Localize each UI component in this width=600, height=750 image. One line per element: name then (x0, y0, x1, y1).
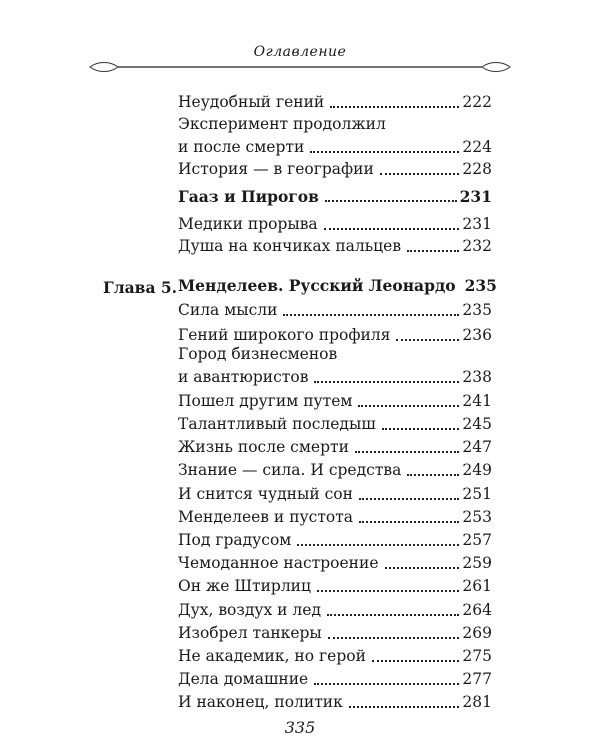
toc-entry-page: 264 (462, 601, 492, 619)
toc-entry-page: 231 (459, 187, 492, 206)
dot-leader (355, 451, 459, 453)
toc-entry-title: Медики прорыва (178, 215, 318, 233)
toc-entry[interactable] (178, 601, 492, 620)
dot-leader (382, 428, 460, 430)
toc-entry-title: Чемоданное настроение (178, 554, 379, 572)
toc-entry-page: 235 (464, 276, 497, 295)
dot-leader (359, 521, 459, 523)
toc-entry-title: Дух, воздух и лед (178, 601, 321, 619)
toc-entry-title: Жизнь после смерти (178, 438, 349, 456)
toc-entry-page: 257 (462, 531, 492, 549)
toc-entry-title: Гений широкого профиля (178, 326, 391, 344)
dot-leader (407, 250, 459, 252)
toc-entry[interactable] (178, 368, 492, 387)
toc-entry[interactable] (178, 647, 492, 666)
toc-entry-page: 231 (462, 215, 492, 233)
dot-leader (297, 544, 459, 546)
toc-entry-page: 251 (462, 485, 492, 503)
toc-entry[interactable] (178, 93, 492, 112)
toc-entry-page: 238 (462, 368, 492, 386)
toc-entry[interactable] (178, 508, 492, 527)
toc-entry[interactable] (178, 670, 492, 689)
dot-leader (396, 339, 459, 341)
toc-entry[interactable] (178, 461, 492, 480)
toc-entry-page: 228 (462, 160, 492, 178)
dot-leader (314, 683, 459, 685)
toc-entry-title: Неудобный гений (178, 93, 325, 111)
chapter-label: Глава 5. (103, 278, 178, 297)
toc-entry[interactable] (178, 160, 492, 179)
toc-entry-title-line: Город бизнесменов (178, 345, 338, 363)
toc-entry-page: 269 (462, 624, 492, 642)
dot-leader (317, 590, 459, 592)
toc-entry[interactable] (178, 138, 492, 157)
toc-entry[interactable] (178, 392, 492, 411)
dot-leader (385, 567, 460, 569)
toc-entry-page: 224 (462, 138, 492, 156)
toc-entry-page: 261 (462, 577, 492, 595)
toc-entry-title: История — в географии (178, 160, 374, 178)
toc-entry-page: 232 (462, 237, 492, 255)
toc-entry-title: и после смерти (178, 138, 305, 156)
toc-entry-page: 247 (462, 438, 492, 456)
running-header: Оглавление (253, 44, 347, 60)
dot-leader (358, 405, 459, 407)
toc-entry[interactable] (178, 531, 492, 550)
toc-entry-page: 222 (462, 93, 492, 111)
toc-entry-page: 277 (462, 670, 492, 688)
toc-entry-title: Гааз и Пирогов (178, 187, 319, 206)
toc-entry-title: Талантливый последыш (178, 415, 376, 433)
toc-entry-title: Душа на кончиках пальцев (178, 237, 402, 255)
toc-entry[interactable] (178, 415, 492, 434)
toc-entry-title: Он же Штирлиц (178, 577, 311, 595)
toc-entry-page: 235 (462, 301, 492, 319)
dot-leader (328, 637, 460, 639)
toc-entry[interactable] (178, 693, 492, 712)
toc-entry-title: И наконец, политик (178, 693, 343, 711)
dot-leader (324, 228, 460, 230)
toc-entry-page: 275 (462, 647, 492, 665)
toc-entry-title: Не академик, но герой (178, 647, 366, 665)
toc-entry-title-line: Эксперимент продолжил (178, 115, 386, 133)
toc-entry-title: Под градусом (178, 531, 292, 549)
toc-entry-page: 253 (462, 508, 492, 526)
dot-leader (327, 614, 459, 616)
header-ornament-rule (88, 60, 512, 74)
dot-leader (325, 200, 457, 202)
toc-entry[interactable] (178, 187, 492, 206)
page-number: 335 (284, 718, 316, 737)
dot-leader (349, 706, 460, 708)
dot-leader (330, 106, 459, 108)
toc-entry[interactable] (178, 301, 492, 320)
dot-leader (380, 173, 460, 175)
toc-entry-title: Сила мысли (178, 301, 278, 319)
dot-leader (359, 498, 459, 500)
dot-leader (407, 474, 459, 476)
toc-entry[interactable] (178, 326, 492, 345)
toc-entry[interactable] (178, 485, 492, 504)
toc-entry[interactable] (178, 554, 492, 573)
dot-leader (310, 151, 459, 153)
toc-entry-page: 245 (462, 415, 492, 433)
dot-leader (283, 314, 459, 316)
toc-entry-title: Знание — сила. И средства (178, 461, 402, 479)
toc-entry-title: и авантюристов (178, 368, 309, 386)
toc-entry-page: 281 (462, 693, 492, 711)
toc-entry-page: 259 (462, 554, 492, 572)
toc-entry-title: И снится чудный сон (178, 485, 353, 503)
toc-entry[interactable] (178, 237, 492, 256)
toc-entry-page: 236 (462, 326, 492, 344)
toc-entry-title: Изобрел танкеры (178, 624, 322, 642)
toc-entry[interactable] (178, 438, 492, 457)
toc-entry-title: Пошел другим путем (178, 392, 353, 410)
toc-entry[interactable] (178, 276, 497, 295)
dot-leader (372, 660, 460, 662)
toc-entry-title: Менделеев и пустота (178, 508, 354, 526)
toc-entry-page: 249 (462, 461, 492, 479)
toc-entry[interactable] (178, 215, 492, 234)
toc-entry-page: 241 (462, 392, 492, 410)
dot-leader (314, 381, 459, 383)
toc-entry-title: Менделеев. Русский Леонардо (178, 276, 456, 295)
toc-entry-title: Дела домашние (178, 670, 309, 688)
toc-entry[interactable] (178, 577, 492, 596)
toc-entry[interactable] (178, 624, 492, 643)
